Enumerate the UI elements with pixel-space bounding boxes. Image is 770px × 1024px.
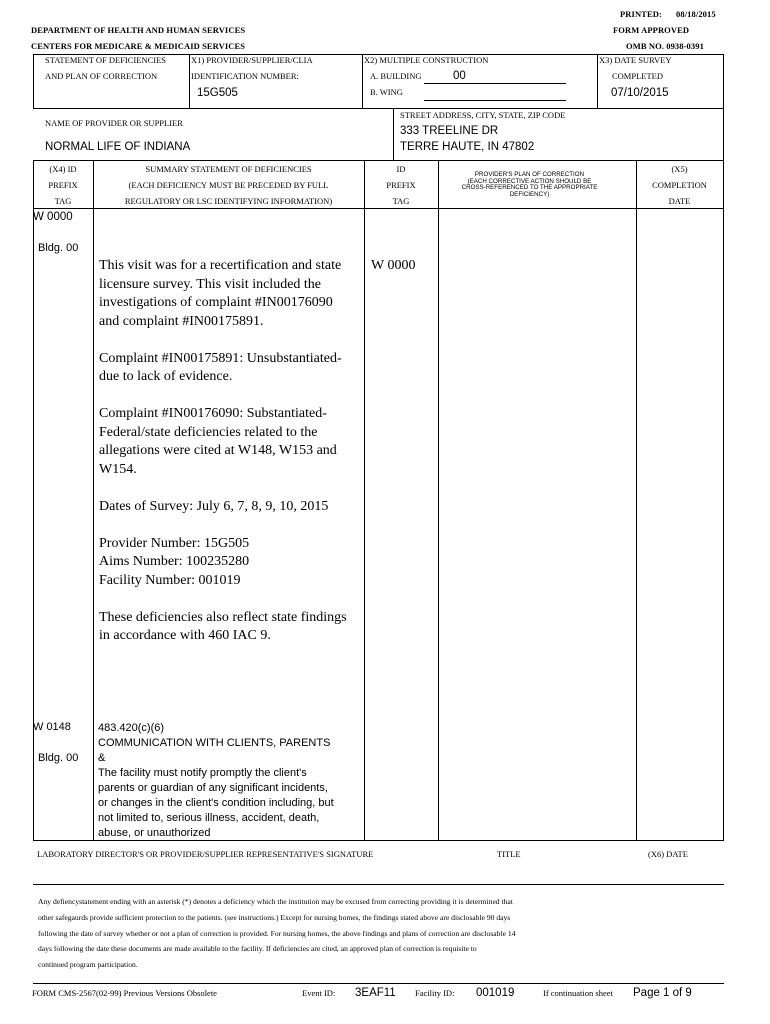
x1-label: X1) PROVIDER/SUPPLIER/CLIA	[191, 55, 313, 65]
regulation-number: 483.420(c)(6)	[98, 722, 165, 734]
building-value: 00	[453, 70, 466, 82]
footer-top-border	[33, 983, 724, 984]
provider-number: Provider Number: 15G505	[99, 535, 250, 551]
plan-of-correction-label: AND PLAN OF CORRECTION	[45, 71, 158, 81]
plan-divider	[636, 160, 637, 840]
provider-name-value: NORMAL LIFE OF INDIANA	[45, 141, 191, 153]
wing-underline	[424, 100, 566, 101]
column-header-bottom	[33, 208, 724, 209]
statement-label: STATEMENT OF DEFICIENCIES	[45, 55, 167, 65]
x3-divider	[597, 54, 598, 108]
date-label: (X6) DATE	[648, 849, 688, 859]
signature-bottom-border	[33, 884, 724, 885]
disclaimer-line-2: other safegaurds provide sufficient protection to the patients. (see instructions.) Except for nursing homes, the findings stated above are disclosable 90 days	[38, 912, 511, 922]
summary-header-2: (EACH DEFICIENCY MUST BE PRECEDED BY FULL	[128, 180, 329, 190]
facility-number: Facility Number: 001019	[99, 572, 241, 588]
form-left-border	[33, 54, 34, 108]
table-left-border	[33, 160, 34, 840]
facility-id-label: Facility ID:	[415, 988, 455, 998]
id-header-1: ID	[396, 164, 406, 174]
director-signature-label: LABORATORY DIRECTOR'S OR PROVIDER/SUPPLIER REPRESENTATIVE'S SIGNATURE	[37, 849, 374, 859]
wing-label: B. WING	[370, 87, 403, 97]
plan-header-3: CROSS-REFERENCED TO THE APPROPRIATE	[461, 184, 598, 192]
entry-tag-w0148: W 0148	[33, 721, 71, 733]
summary-header-3: REGULATORY OR LSC IDENTIFYING INFORMATION)	[124, 196, 333, 206]
id-divider	[438, 160, 439, 840]
column-header-top	[33, 160, 724, 161]
regulation-text: The facility must notify promptly the client's parents or guardian of any significant incidents, or changes in the client's condition including, but not limited to, serious illness, accident, death, abuse, or unauthorized	[98, 767, 334, 839]
plan-header-2: (EACH CORRECTIVE ACTION SHOULD BE	[467, 177, 592, 185]
survey-date-value: 07/10/2015	[611, 87, 669, 99]
summary-header-1: SUMMARY STATEMENT OF DEFICIENCIES	[145, 164, 312, 174]
form-row-divider	[33, 108, 724, 109]
form-number: FORM CMS-2567(02-99) Previous Versions Obsolete	[32, 988, 217, 998]
id-header-3: TAG	[392, 196, 410, 206]
regulation-title: COMMUNICATION WITH CLIENTS, PARENTS &	[98, 737, 331, 764]
x4-header-3: TAG	[54, 196, 72, 206]
entry-building-2: Bldg. 00	[38, 752, 79, 764]
provider-id-value: 15G505	[197, 87, 238, 99]
x5-header-3: DATE	[668, 196, 691, 206]
disclaimer	[38, 894, 515, 973]
centers-name: CENTERS FOR MEDICARE & MEDICAID SERVICES	[31, 41, 246, 51]
plan-header-1: PROVIDER'S PLAN OF CORRECTION	[474, 171, 585, 178]
prefix-divider	[93, 160, 94, 840]
continuation-label: If continuation sheet	[543, 988, 613, 998]
survey-dates: Dates of Survey: July 6, 7, 8, 9, 10, 2015	[99, 498, 329, 514]
aims-number: Aims Number: 100235280	[99, 554, 250, 569]
summary-statement	[99, 257, 349, 664]
address-divider	[393, 108, 394, 160]
entry-tag-w0000: W 0000	[33, 211, 73, 223]
disclaimer-line-4: days following the date these documents are made available to the facility. If deficiencies are cited, an approved plan of correction is requisite to	[38, 944, 477, 954]
event-id-value: 3EAF11	[355, 987, 396, 999]
disclaimer-line-3: following the date of survey whether or not a plan of correction is provided. For nursing homes, the above findings and plans of correction are disclosable 14	[38, 928, 516, 938]
building-underline	[424, 83, 566, 84]
table-right-border	[723, 160, 724, 840]
completed-label: COMPLETED	[612, 71, 663, 81]
plan-header-4: DEFICIENCY)	[509, 190, 550, 198]
x2-divider	[362, 54, 363, 108]
summary-divider	[364, 160, 365, 840]
numbers-block	[99, 535, 349, 591]
disclaimer-line-1: Any defiencystatement ending with an asterisk (*) denotes a deficiency which the institution may be excused from correcting providing it is determined that	[38, 897, 513, 906]
id-header-2: PREFIX	[386, 180, 416, 190]
x1-divider	[189, 54, 190, 108]
disclaimer-line-5: continued program participation.	[38, 960, 138, 970]
printed-label: PRINTED:	[620, 9, 662, 19]
survey-paragraph: This visit was for a recertification and state licensure survey. This visit included the investigations of complaint #IN00176090 and complaint #IN00175891.	[99, 258, 342, 329]
entry-building-1: Bldg. 00	[38, 242, 79, 254]
title-label: TITLE	[497, 849, 521, 859]
x5-header-2: COMPLETION	[652, 180, 707, 190]
department-name: DEPARTMENT OF HEALTH AND HUMAN SERVICES	[31, 25, 246, 35]
x3-label: X3) DATE SURVEY	[599, 55, 672, 65]
x4-header-2: PREFIX	[48, 180, 78, 190]
provider-name-label: NAME OF PROVIDER OR SUPPLIER	[45, 118, 183, 128]
address-line2: TERRE HAUTE, IN 47802	[400, 141, 535, 153]
form-right-border	[723, 54, 724, 160]
x4-header-1: (X4) ID	[49, 164, 77, 174]
building-label: A. BUILDING	[370, 71, 422, 81]
page-number: Page 1 of 9	[633, 987, 692, 999]
complaint-substantiated: Complaint #IN00176090: Substantiated-Federal/state deficiencies related to the allegations were cited at W148, W153 and W154.	[99, 406, 337, 477]
event-id-label: Event ID:	[302, 988, 336, 998]
form-approved: FORM APPROVED	[613, 25, 690, 35]
regulation-block	[98, 721, 338, 841]
identification-label: IDENTIFICATION NUMBER:	[191, 71, 299, 81]
omb-number: OMB NO. 0938-0391	[626, 41, 704, 51]
facility-id-value: 001019	[476, 987, 515, 999]
id-tag-w0000: W 0000	[371, 258, 416, 273]
address-line1: 333 TREELINE DR	[400, 125, 499, 137]
address-label: STREET ADDRESS, CITY, STATE, ZIP CODE	[400, 110, 566, 120]
plan-header	[438, 172, 621, 198]
x2-label: X2) MULTIPLE CONSTRUCTION	[364, 55, 489, 65]
x5-header-1: (X5)	[671, 164, 688, 174]
complaint-unsubstantiated: Complaint #IN00175891: Unsubstantiated- due to lack of evidence.	[99, 350, 342, 384]
state-findings: These deficiencies also reflect state findings in accordance with 460 IAC 9.	[99, 609, 347, 643]
printed-date: 08/18/2015	[676, 9, 716, 19]
